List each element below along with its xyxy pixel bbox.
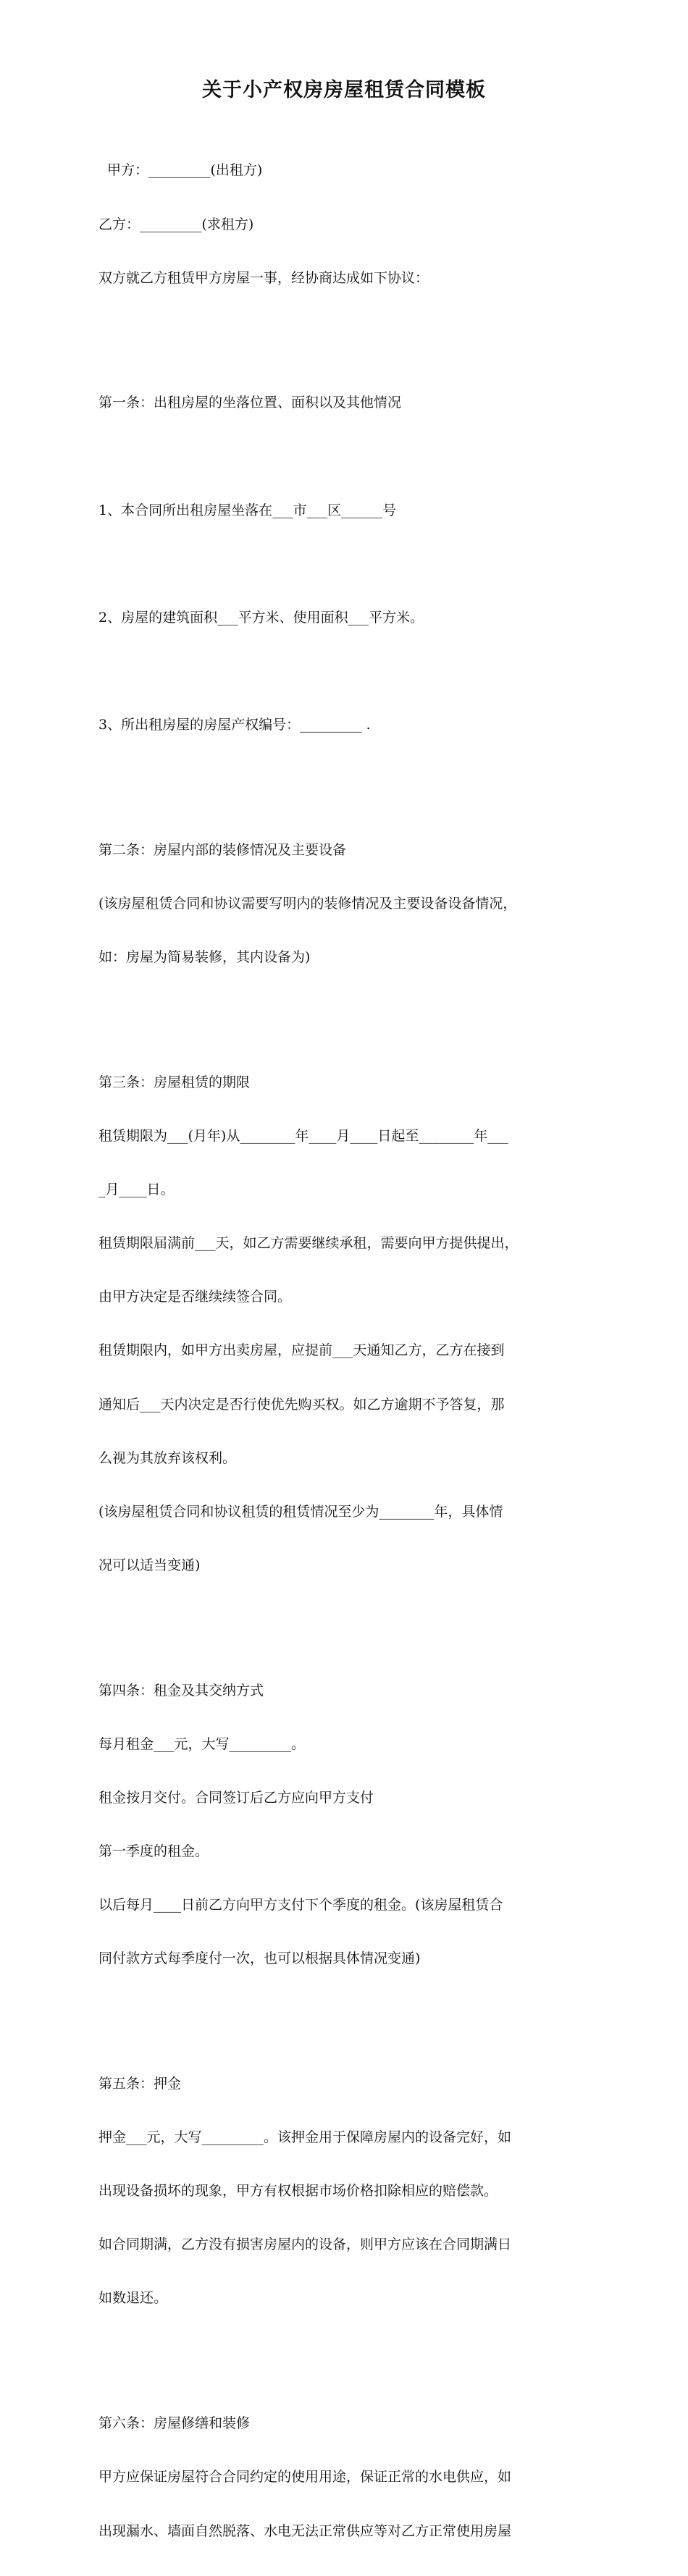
- agreement-intro: 双方就乙方租赁甲方房屋一事，经协商达成如下协议：: [98, 269, 429, 286]
- blank-line: [98, 1610, 598, 1628]
- article-3-line-3: 租赁期限届满前___天，如乙方需要继续承租，需要向甲方提供提出，: [98, 1235, 519, 1252]
- article-3-line-7: 么视为其放弃该权利。: [98, 1449, 237, 1466]
- article-5-line-1: 押金___元，大写_________。该押金用于保障房屋内的设备完好，如: [98, 2129, 512, 2146]
- article-6-line-1: 甲方应保证房屋符合合同约定的使用用途，保证正常的水电供应，如: [98, 2469, 512, 2485]
- article-6-line-2: 出现漏水、墙面自然脱落、水电无法正常供应等对乙方正常使用房屋: [98, 2522, 512, 2539]
- article-4-heading: 第四条：租金及其交纳方式: [98, 1682, 264, 1699]
- article-3-line-6: 通知后___天内决定是否行使优先购买权。如乙方逾期不予答复，那: [98, 1396, 505, 1413]
- blank-line: [98, 555, 598, 573]
- blank-line: [98, 770, 598, 788]
- article-5-heading: 第五条：押金: [98, 2076, 182, 2092]
- blank-line: [98, 323, 598, 341]
- article-5-line-2: 出现设备损坏的现象，甲方有权根据市场价格扣除相应的赔偿款。: [98, 2183, 498, 2200]
- article-4-line-2: 租金按月交付。合同签订后乙方应向甲方支付: [98, 1789, 374, 1806]
- article-1-item-1: 1、本合同所出租房屋坐落在___市___区______号: [98, 502, 397, 518]
- article-4-line-1: 每月租金___元，大写_________。: [98, 1735, 306, 1752]
- article-5-line-3: 如合同期满，乙方没有损害房屋内的设备，则甲方应该在合同期满日: [98, 2236, 512, 2253]
- article-2-heading: 第二条：房屋内部的装修情况及主要设备: [98, 841, 347, 858]
- blank-line: [98, 1002, 598, 1020]
- article-3-line-9: 况可以适当变通): [98, 1557, 201, 1573]
- article-2-note-line-2: 如：房屋为简易装修，其内设备为): [98, 949, 311, 966]
- article-3-line-1: 租赁期限为___(月年)从________年____月____日起至________年___: [98, 1128, 508, 1145]
- article-3-line-5: 租赁期限内，如甲方出卖房屋，应提前___天通知乙方，乙方在接到: [98, 1342, 505, 1359]
- article-1-item-3: 3、所出租房屋的房屋产权编号：_________ .: [98, 717, 371, 733]
- article-2-note-line-1: (该房屋租赁合同和协议需要写明内的装修情况及主要设备设备情况，: [98, 896, 517, 912]
- blank-line: [98, 662, 598, 681]
- article-3-heading: 第三条：房屋租赁的期限: [98, 1074, 251, 1091]
- blank-line: [98, 448, 598, 466]
- article-1-heading: 第一条：出租房屋的坐落位置、面积以及其他情况: [98, 395, 402, 411]
- article-3-line-8: (该房屋租赁合同和协议租赁的租赁情况至少为________年，具体情: [98, 1503, 503, 1520]
- article-4-line-3: 第一季度的租金。: [98, 1843, 209, 1860]
- article-4-line-4: 以后每月____日前乙方向甲方支付下个季度的租金。(该房屋租赁合: [98, 1897, 503, 1914]
- article-3-line-2: _月____日。: [98, 1182, 175, 1198]
- document-body: [98, 126, 598, 2576]
- party-b-line: 乙方：_________(求租方): [98, 216, 254, 232]
- blank-line: [98, 2344, 598, 2362]
- article-5-line-4: 如数退还。: [98, 2290, 168, 2307]
- article-1-item-2: 2、房屋的建筑面积___平方米、使用面积___平方米。: [98, 609, 424, 626]
- article-3-line-4: 由甲方决定是否继续续签合同。: [98, 1289, 292, 1305]
- article-4-line-5: 同付款方式每季度付一次，也可以根据具体情况变通): [98, 1950, 421, 1967]
- blank-line: [98, 2003, 598, 2021]
- document-title: 关于小产权房房屋租赁合同模板: [202, 79, 486, 101]
- party-a-line: 甲方：_________(出租方): [107, 162, 263, 179]
- article-6-heading: 第六条：房屋修缮和装修: [98, 2415, 251, 2432]
